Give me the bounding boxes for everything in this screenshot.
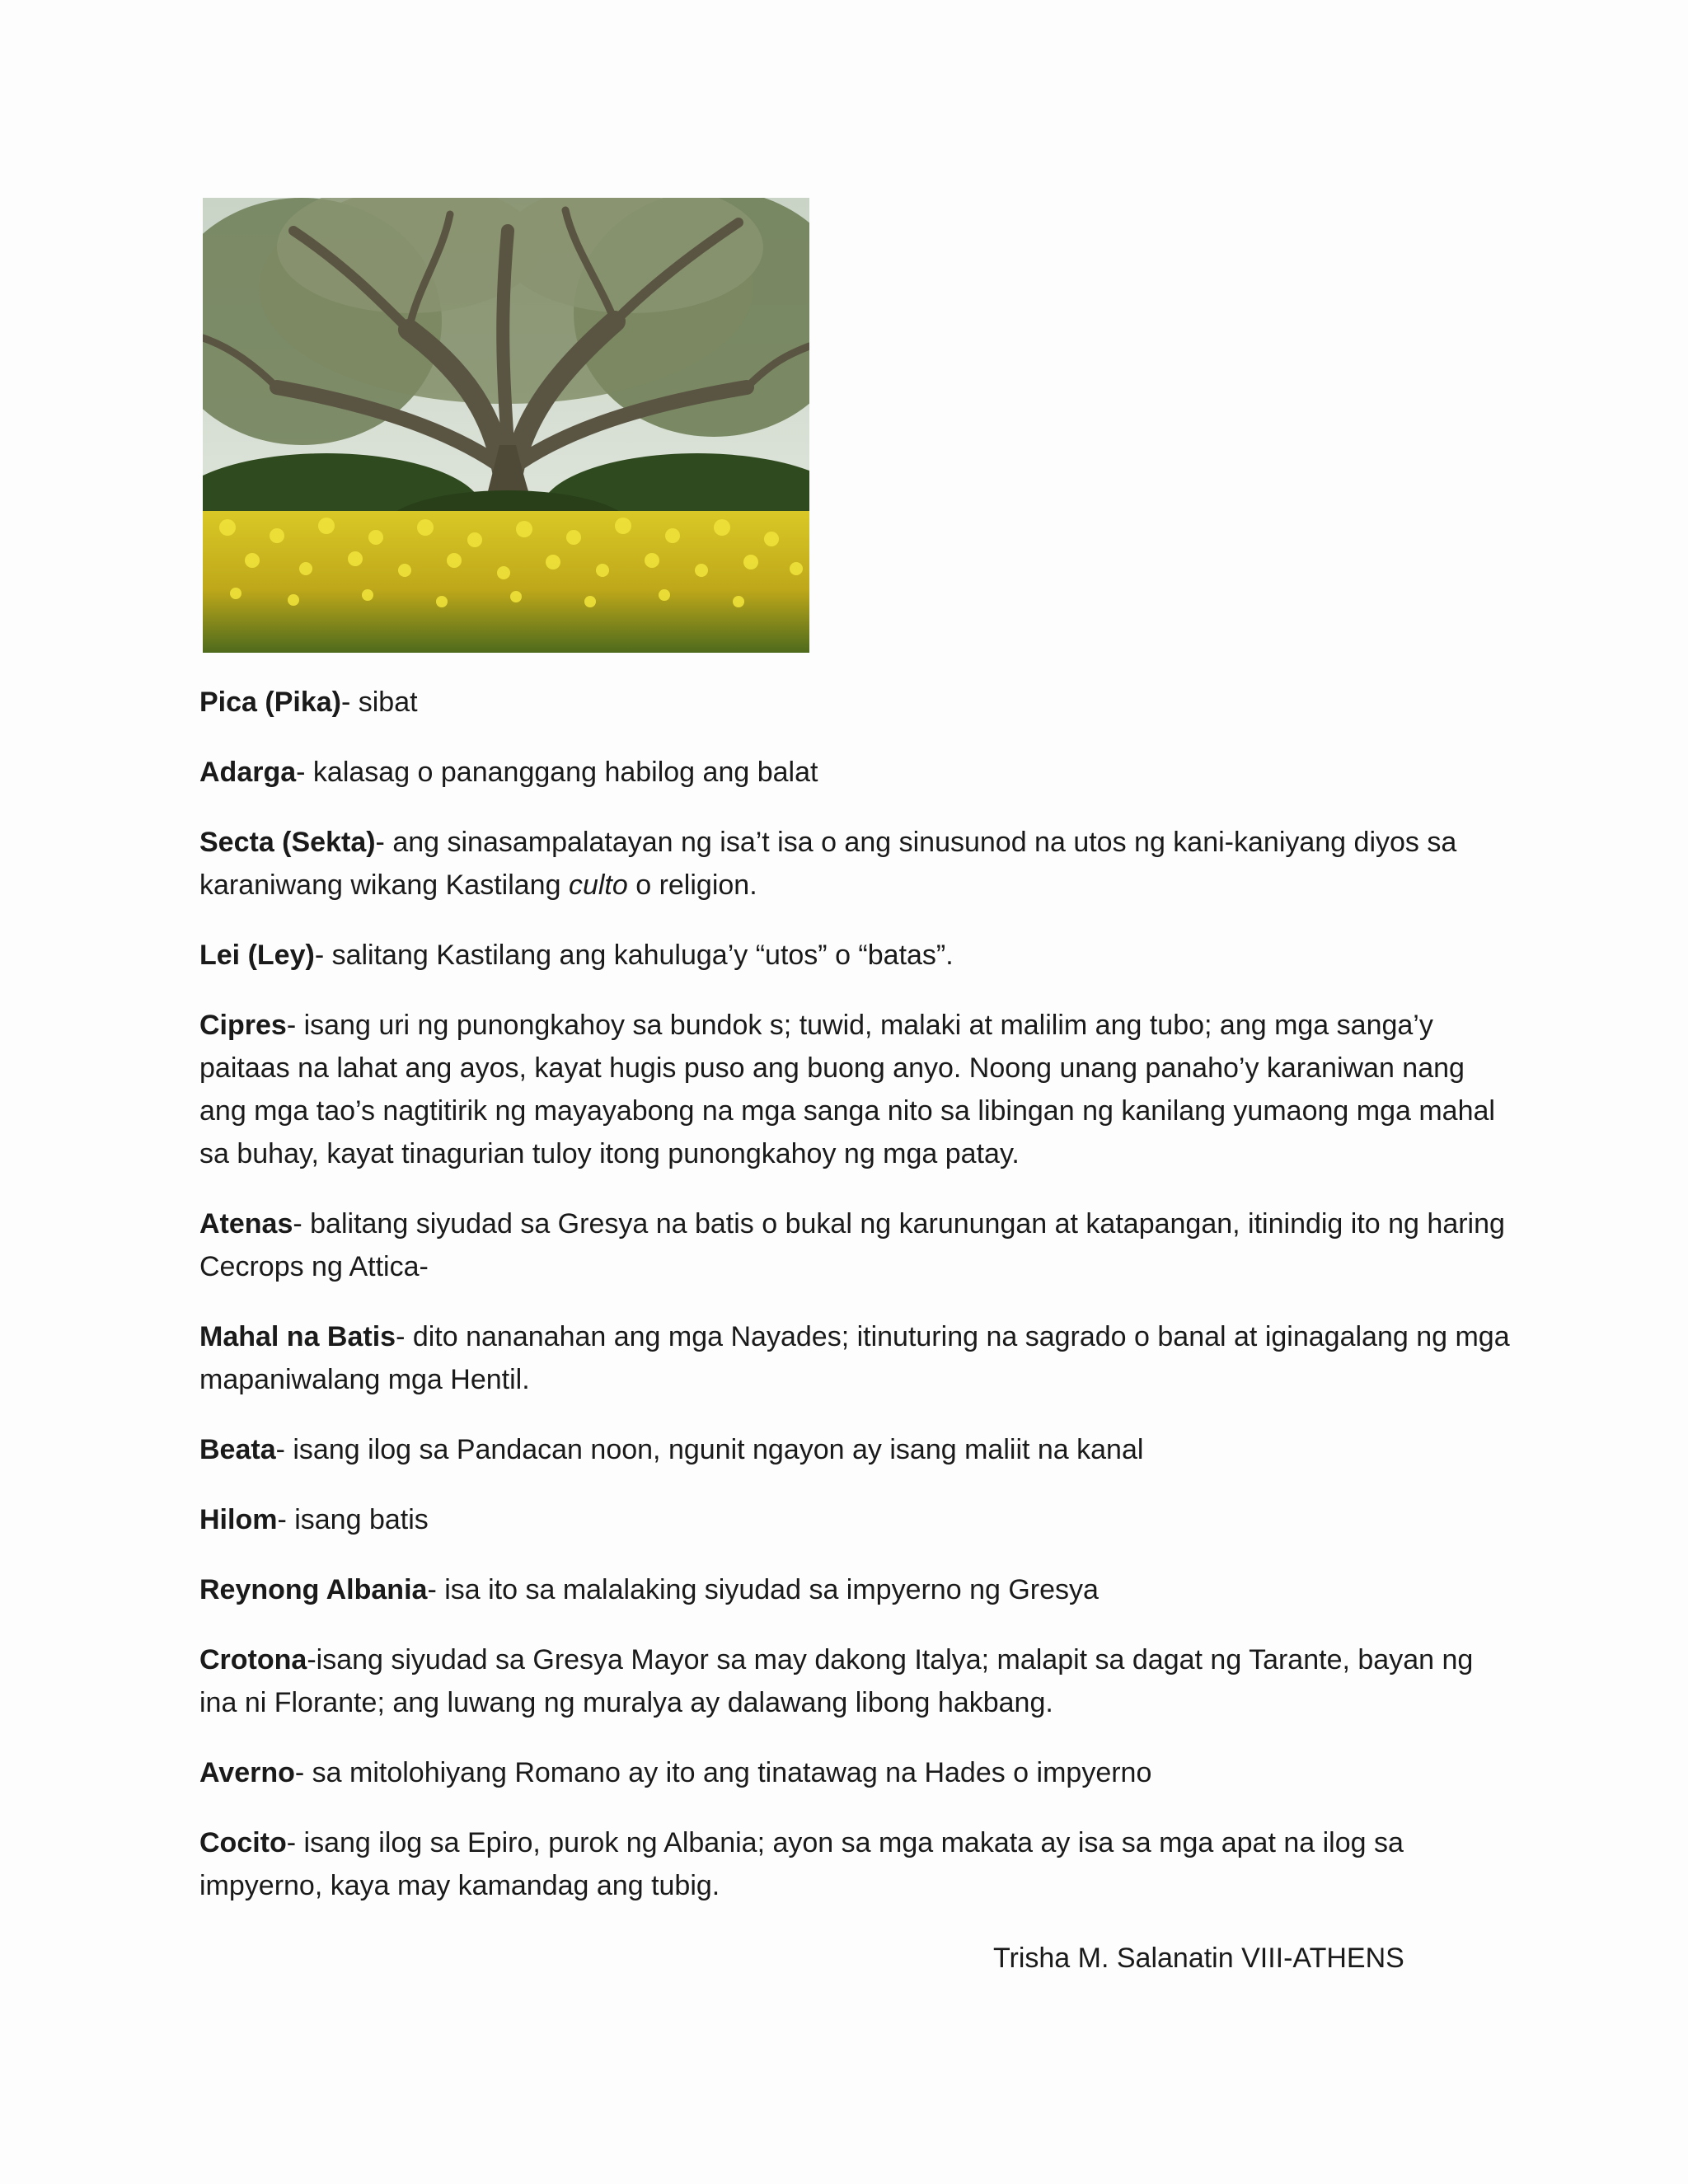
definition-continued: o religion. xyxy=(627,869,757,901)
term: Secta (Sekta) xyxy=(199,827,376,858)
tree-photo xyxy=(203,198,809,653)
definition: - sibat xyxy=(340,687,418,718)
definition: - isang ilog sa Epiro, purok ng Albania; ayon sa mga makata ay isa sa mga apat na ilog sa impyerno, kaya may kamandag ang tubig. xyxy=(199,1827,1404,1901)
glossary-entry-beata xyxy=(199,1428,1518,1471)
definition: - isa ito sa malalaking siyudad sa impyerno ng Gresya xyxy=(427,1574,1099,1605)
glossary-entry-lei xyxy=(199,934,1518,977)
glossary-entry-secta xyxy=(199,821,1518,907)
definition: - isang uri ng punongkahoy sa bundok s; tuwid, malaki at malilim ang tubo; ang mga sanga’y paitaas na lahat ang ayos, kayat hugis puso ang buong anyo. Noong unang panaho’y karaniwan nang ang mga tao’s nagtitirik ng mayayabong na mga sanga nito sa libingan ng kanilang yumaong mga mahal sa buhay, kayat tinagurian tuloy itong punongkahoy ng mga patay. xyxy=(199,1010,1495,1169)
glossary xyxy=(199,681,1518,1934)
glossary-entry-averno xyxy=(199,1751,1518,1794)
term: Adarga xyxy=(199,757,297,788)
glossary-entry-mahal-na-batis xyxy=(199,1315,1518,1401)
glossary-entry-adarga xyxy=(199,751,1518,794)
term: Pica (Pika) xyxy=(199,687,341,718)
definition: - isang ilog sa Pandacan noon, ngunit ngayon ay isang maliit na kanal xyxy=(275,1434,1144,1465)
term: Atenas xyxy=(199,1208,293,1240)
definition: - dito nananahan ang mga Nayades; itinuturing na sagrado o banal at iginagalang ng mga mapaniwalang mga Hentil. xyxy=(199,1321,1510,1395)
definition-emphasis: culto xyxy=(568,869,628,901)
definition: - isang batis xyxy=(277,1504,429,1535)
term: Averno xyxy=(199,1757,295,1788)
term: Beata xyxy=(199,1434,276,1465)
author-signature: Trisha M. Salanatin VIII-ATHENS xyxy=(993,1943,1404,1974)
glossary-entry-pica xyxy=(199,681,1518,724)
definition: - balitang siyudad sa Gresya na batis o bukal ng karunungan at katapangan, itinindig ito ng haring Cecrops ng Attica- xyxy=(199,1208,1505,1282)
tree-photo-icon xyxy=(203,198,809,653)
glossary-entry-hilom xyxy=(199,1498,1518,1541)
definition: - kalasag o pananggang habilog ang balat xyxy=(296,757,818,788)
term: Crotona xyxy=(199,1644,307,1675)
term: Cipres xyxy=(199,1010,287,1041)
definition: - sa mitolohiyang Romano ay ito ang tinatawag na Hades o impyerno xyxy=(294,1757,1152,1788)
glossary-entry-reynong-albania xyxy=(199,1568,1518,1611)
term: Cocito xyxy=(199,1827,287,1858)
definition: - salitang Kastilang ang kahuluga’y “utos” o “batas”. xyxy=(314,940,954,971)
term: Lei (Ley) xyxy=(199,940,315,971)
term: Reynong Albania xyxy=(199,1574,428,1605)
glossary-entry-atenas xyxy=(199,1202,1518,1288)
term: Mahal na Batis xyxy=(199,1321,396,1352)
glossary-entry-cipres xyxy=(199,1004,1518,1175)
term: Hilom xyxy=(199,1504,278,1535)
definition: -isang siyudad sa Gresya Mayor sa may dakong Italya; malapit sa dagat ng Tarante, bayan ng ina ni Florante; ang luwang ng muralya ay dalawang libong hakbang. xyxy=(199,1644,1474,1718)
glossary-entry-crotona xyxy=(199,1638,1518,1724)
definition: - ang sinasampalatayan ng isa’t isa o ang sinusunod na utos ng kani-kaniyang diyos sa karaniwang wikang Kastilang xyxy=(199,827,1457,901)
glossary-entry-cocito xyxy=(199,1821,1518,1907)
